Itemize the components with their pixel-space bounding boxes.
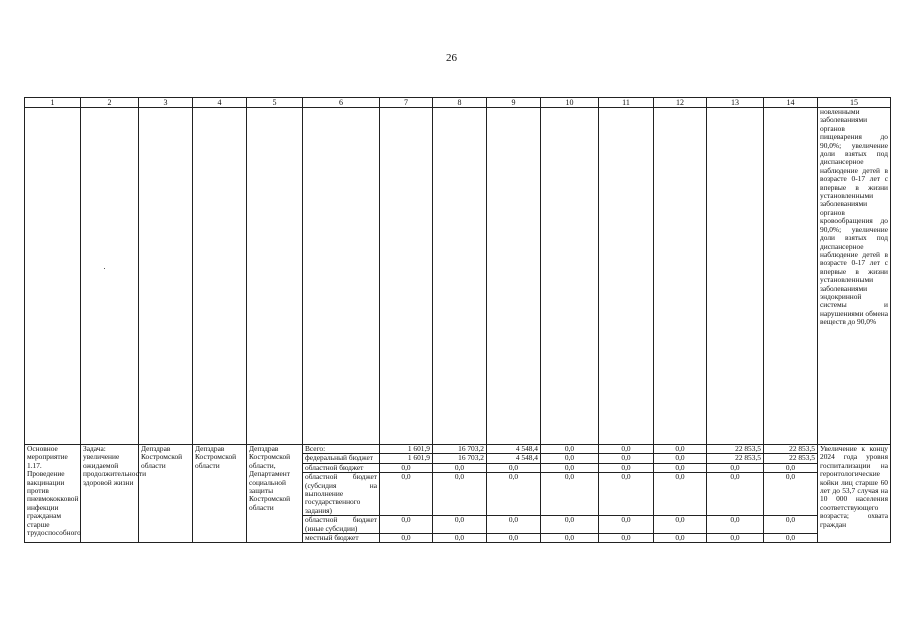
header-row: [25, 98, 891, 108]
funding-source: Всего:: [303, 445, 380, 454]
value-cell: 1 601,9: [380, 445, 433, 454]
col-header: 12: [654, 98, 707, 108]
value-cell: 0,0: [599, 534, 654, 543]
value-cell: 0,0: [654, 463, 707, 472]
measure-name: Основное мероприятие 1.17. Проведение вакцинации против пневмококковой инфекции гражданам старше трудоспособного: [25, 445, 81, 543]
value-cell: 0,0: [599, 454, 654, 463]
value-cell: 0,0: [541, 516, 599, 534]
value-cell: 16 703,2: [433, 454, 487, 463]
col-header: 11: [599, 98, 654, 108]
result-continuation: новленными заболеваниями органов пищеварения до 90,0%; увеличение доли взятых под диспансерное наблюдение детей в возрасте 0-17 лет с впервые в жизни установленными заболеваниями органов кровообращения до 90,0%; увеличение доли взятых под диспансерное наблюдение детей в возрасте 0-17 лет с впервые в жизни установленными заболеваниями эндокринной системы и нарушениями обмена веществ до 90,0%: [818, 108, 891, 445]
value-cell: 22 853,5: [764, 454, 818, 463]
value-cell: 0,0: [654, 473, 707, 516]
value-cell: 0,0: [487, 516, 541, 534]
continuation-row: [25, 108, 891, 445]
value-cell: 0,0: [487, 534, 541, 543]
value-cell: 0,0: [764, 473, 818, 516]
value-cell: 4 548,4: [487, 454, 541, 463]
value-cell: 0,0: [380, 473, 433, 516]
value-cell: 0,0: [433, 473, 487, 516]
col-header: 4: [193, 98, 247, 108]
task-description: Задача: увеличение ожидаемой продолжительности здоровой жизни: [81, 445, 139, 543]
responsible-executor: Депздрав Костромской области: [139, 445, 193, 543]
value-cell: 0,0: [707, 516, 764, 534]
value-cell: 22 853,5: [707, 454, 764, 463]
value-cell: 0,0: [541, 454, 599, 463]
value-cell: 0,0: [764, 534, 818, 543]
col-header: 15: [818, 98, 891, 108]
value-cell: 16 703,2: [433, 445, 487, 454]
value-cell: 0,0: [707, 473, 764, 516]
value-cell: 0,0: [380, 534, 433, 543]
col-header: 13: [707, 98, 764, 108]
col-header: 3: [139, 98, 193, 108]
value-cell: 0,0: [541, 473, 599, 516]
col-header: 9: [487, 98, 541, 108]
page-number: 26: [446, 52, 457, 64]
col-header: 5: [247, 98, 303, 108]
value-cell: 0,0: [707, 534, 764, 543]
col-header: 10: [541, 98, 599, 108]
value-cell: 4 548,4: [487, 445, 541, 454]
funding-source: областной бюджет: [303, 463, 380, 472]
value-cell: 0,0: [764, 516, 818, 534]
funding-source: областной бюджет (субсидия на выполнение государственного задания): [303, 473, 380, 516]
value-cell: 22 853,5: [707, 445, 764, 454]
col-header: 1: [25, 98, 81, 108]
value-cell: 0,0: [654, 516, 707, 534]
value-cell: 0,0: [541, 463, 599, 472]
value-cell: 1 601,9: [380, 454, 433, 463]
value-cell: 0,0: [380, 516, 433, 534]
value-cell: 0,0: [487, 463, 541, 472]
col-header: 14: [764, 98, 818, 108]
col-header: 6: [303, 98, 380, 108]
value-cell: 0,0: [433, 534, 487, 543]
funding-source: местный бюджет: [303, 534, 380, 543]
value-cell: 0,0: [541, 445, 599, 454]
value-cell: 0,0: [599, 463, 654, 472]
value-cell: 0,0: [433, 516, 487, 534]
value-cell: 22 853,5: [764, 445, 818, 454]
expected-result: Увеличение к концу 2024 года уровня госпитализации на геронтологические койки лиц старше 60 лет до 53,7 случая на 10 000 населения соответствующего возраста; охвата граждан: [818, 445, 891, 543]
col-header: 7: [380, 98, 433, 108]
value-cell: 0,0: [654, 534, 707, 543]
value-cell: 0,0: [654, 445, 707, 454]
coordinator: Депздрав Костромской области: [193, 445, 247, 543]
participants: Депздрав Костромской области, Департамент социальной защиты Костромской области: [247, 445, 303, 543]
funding-source: федеральный бюджет: [303, 454, 380, 463]
value-cell: 0,0: [599, 445, 654, 454]
value-cell: 0,0: [433, 463, 487, 472]
value-cell: 0,0: [380, 463, 433, 472]
col-header: 2: [81, 98, 139, 108]
funding-source: областной бюджет (иные субсидии): [303, 516, 380, 534]
value-cell: 0,0: [487, 473, 541, 516]
value-cell: 0,0: [541, 534, 599, 543]
value-cell: 0,0: [599, 473, 654, 516]
col-header: 8: [433, 98, 487, 108]
value-cell: 0,0: [764, 463, 818, 472]
value-cell: 0,0: [707, 463, 764, 472]
value-cell: 0,0: [599, 516, 654, 534]
value-cell: 0,0: [654, 454, 707, 463]
program-table: [24, 97, 891, 543]
